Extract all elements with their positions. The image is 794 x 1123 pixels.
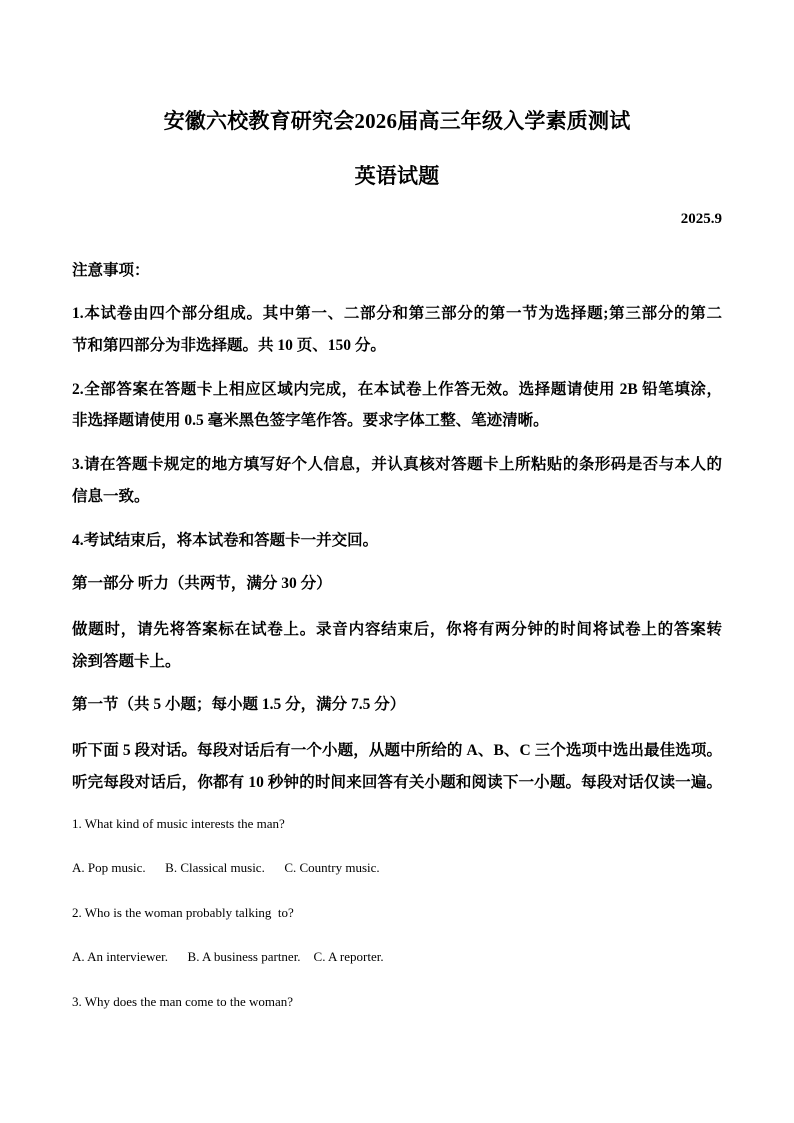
- part1-heading: 第一部分 听力（共两节，满分 30 分）: [72, 575, 332, 592]
- part1-instruction-line-2: 涂到答题卡上。: [72, 653, 181, 670]
- exam-subtitle: 英语试题: [354, 164, 440, 188]
- notice-heading: 注意事项：: [72, 262, 150, 279]
- part1-instruction-line-1: 做题时，请先将答案标在试卷上。录音内容结束后，你将有两分钟的时间将试卷上的答案转: [72, 621, 722, 638]
- notice-item-3-line-2: 信息一致。: [72, 488, 150, 505]
- notice-item-1-line-1: 1.本试卷由四个部分组成。其中第一、二部分和第三部分的第一节为选择题;第三部分的第二: [72, 305, 722, 322]
- question-2-options: A. An interviewer. B. A business partner. C. A reporter.: [72, 949, 384, 964]
- notice-item-4: 4.考试结束后，将本试卷和答题卡一并交回。: [72, 532, 379, 549]
- section1-instruction-line-2: 听完每段对话后，你都有 10 秒钟的时间来回答有关小题和阅读下一小题。每段对话仅读一遍。: [72, 774, 722, 791]
- notice-item-3-line-1: 3.请在答题卡规定的地方填写好个人信息，并认真核对答题卡上所粘贴的条形码是否与本人的: [72, 456, 722, 473]
- question-1-options: A. Pop music. B. Classical music. C. Country music.: [72, 860, 380, 875]
- section1-instruction-line-1: 听下面 5 段对话。每段对话后有一个小题，从题中所给的 A、B、C 三个选项中选出最佳选项。: [72, 742, 722, 759]
- question-1: 1. What kind of music interests the man?: [72, 816, 285, 831]
- notice-item-1-line-2: 节和第四部分为非选择题。共 10 页、150 分。: [72, 337, 386, 354]
- notice-item-2-line-1: 2.全部答案在答题卡上相应区域内完成，在本试卷上作答无效。选择题请使用 2B 铅笔填涂，: [72, 381, 722, 398]
- section1-heading: 第一节（共 5 小题；每小题 1.5 分，满分 7.5 分）: [72, 696, 406, 713]
- notice-item-2-line-2: 非选择题请使用 0.5 毫米黑色签字笔作答。要求字体工整、笔迹清晰。: [72, 412, 549, 429]
- question-2: 2. Who is the woman probably talking to?: [72, 905, 294, 920]
- question-3: 3. Why does the man come to the woman?: [72, 994, 294, 1009]
- exam-date: 2025.9: [680, 211, 722, 227]
- exam-title: 安徽六校教育研究会2026届高三年级入学素质测试: [163, 109, 631, 133]
